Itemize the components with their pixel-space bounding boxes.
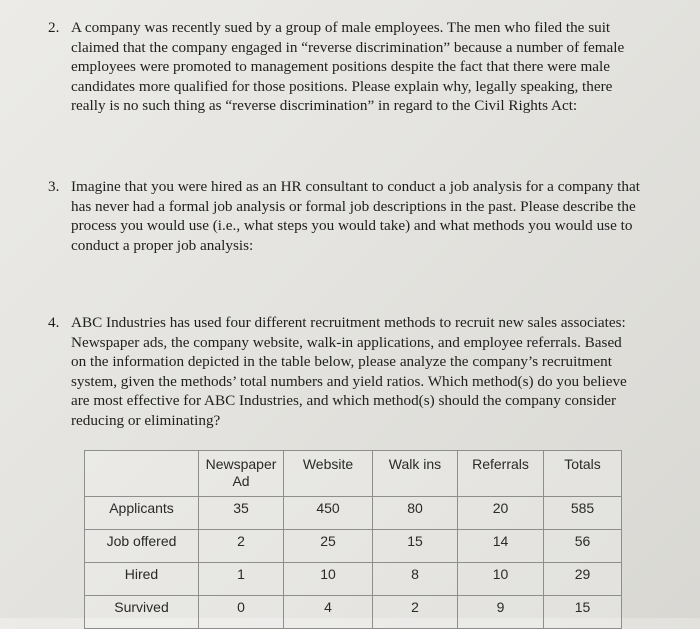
header-website: Website [284,451,373,497]
question-2-line-3: employees were promoted to management positions despite the fact that there were male [71,58,610,76]
question-3 [48,177,676,255]
cell-website: 450 [284,497,373,530]
cell-website: 10 [284,563,373,596]
row-label: Applicants [85,497,199,530]
cell-newspaper: 0 [199,596,284,629]
table-row [85,563,622,596]
cell-totals: 15 [544,596,622,629]
header-newspaper [199,451,284,497]
cell-walkins: 2 [373,596,458,629]
question-2-line-2: claimed that the company engaged in “reverse discrimination” because a number of female [71,38,625,56]
header-referrals: Referrals [458,451,544,497]
cell-totals: 585 [544,497,622,530]
question-3-line-2: has never had a formal job analysis or formal job descriptions in the past. Please describe the [71,197,636,215]
question-4-line-2: Newspaper ads, the company website, walk-in applications, and employee referrals. Based [71,333,622,351]
cell-referrals: 20 [458,497,544,530]
row-label: Hired [85,563,199,596]
cell-newspaper: 35 [199,497,284,530]
cell-referrals: 14 [458,530,544,563]
question-3-number: 3. [48,178,60,195]
question-4-line-5: are most effective for ABC Industries, and which method(s) should the company consider [71,392,617,410]
header-corner-cell [85,451,199,497]
header-newspaper-line-2: Ad [232,473,250,489]
cell-website: 25 [284,530,373,563]
table-row [85,596,622,629]
table-header-row [85,451,622,497]
cell-totals: 56 [544,530,622,563]
question-4-line-6: reducing or eliminating? [71,411,221,429]
cell-walkins: 15 [373,530,458,563]
question-3-line-4: conduct a proper job analysis: [71,236,254,254]
question-2-line-4: candidates more qualified for those positions. Please explain why, legally speaking, there [71,77,613,95]
recruitment-table-container [84,450,621,616]
cell-walkins: 80 [373,497,458,530]
cell-newspaper: 2 [199,530,284,563]
cell-newspaper: 1 [199,563,284,596]
question-3-line-1: Imagine that you were hired as an HR consultant to conduct a job analysis for a company that [71,178,640,195]
question-4-line-1: ABC Industries has used four different recruitment methods to recruit new sales associates: [71,314,626,331]
cell-referrals: 9 [458,596,544,629]
cell-website: 4 [284,596,373,629]
row-label: Survived [85,596,199,629]
question-3-line-3: process you would use (i.e., what steps you would take) and what methods you would use to [71,217,633,235]
recruitment-table [84,450,622,629]
cell-referrals: 10 [458,563,544,596]
row-label: Job offered [85,530,199,563]
table-row [85,530,622,563]
header-newspaper-line-1: Newspaper [205,456,277,472]
header-walkins: Walk ins [373,451,458,497]
question-2-line-5: really is no such thing as “reverse discrimination” in regard to the Civil Rights Act: [71,97,578,115]
cell-walkins: 8 [373,563,458,596]
question-2 [48,18,660,116]
question-4-line-4: system, given the methods’ total numbers and yield ratios. Which method(s) do you believe [71,372,627,390]
cell-totals: 29 [544,563,622,596]
question-2-number: 2. [48,19,60,36]
table-row [85,497,622,530]
question-4-line-3: on the information depicted in the table below, please analyze the company’s recruitment [71,353,612,371]
question-2-line-1: A company was recently sued by a group of male employees. The men who filed the suit [71,19,611,36]
question-4-number: 4. [48,314,60,331]
header-totals: Totals [544,451,622,497]
question-4 [48,313,664,431]
